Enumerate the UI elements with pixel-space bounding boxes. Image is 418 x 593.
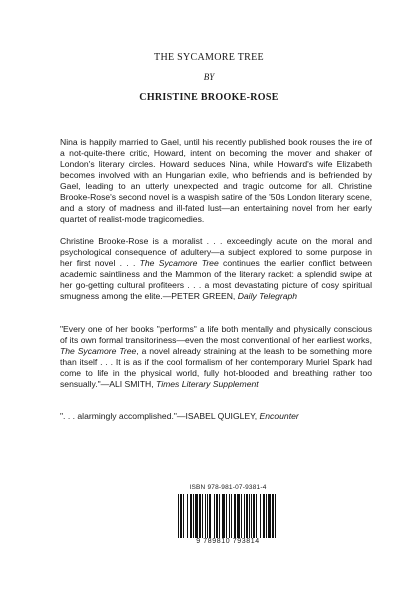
barcode-bar xyxy=(268,494,271,538)
barcode-bar xyxy=(178,494,179,538)
barcode-bar xyxy=(222,494,225,538)
barcode-bar xyxy=(234,494,236,538)
quote-source: Daily Telegraph xyxy=(237,291,298,301)
barcode-bar xyxy=(183,494,184,538)
barcode-digits: 9 789810 793814 xyxy=(196,538,260,545)
barcode-bar xyxy=(263,494,265,538)
barcode-bar xyxy=(199,494,201,538)
barcode-bar xyxy=(195,494,198,538)
barcode-bar xyxy=(193,494,194,538)
barcode-bar xyxy=(229,494,230,538)
barcode-bar xyxy=(260,494,261,538)
quote-text: Christine Brooke-Rose is a moralist . . . exceedingly acute on the moral and psychological consequence of adultery—a subject explored to some purpose in her first novel . . . xyxy=(60,236,372,268)
review-quote-quigley xyxy=(60,411,372,422)
review-quote-smith xyxy=(60,324,372,390)
barcode-icon xyxy=(178,494,278,538)
synopsis-paragraph: Nina is happily married to Gael, until his recently published book rouses the ire of a not-quite-there critic, Howard, intent on becoming the mover and shaker of London's literary circles. Howard seduces Nina, while Howard's wife Elizabeth becomes involved with an Hungarian exile, who befriends and is befriended by Gael, leading to an utterly unexpected and tragic outcome for all. Christine Brooke-Rose's second novel is a waspish satire of the '50s London literary scene, and a story of madness and ill-fated lust—an entertaining novel from her early quartet of realist-mode tragicomedies. xyxy=(60,137,372,224)
quote-book-title: The Sycamore Tree xyxy=(60,346,137,356)
isbn-label: ISBN 978-981-07-9381-4 xyxy=(189,484,267,491)
quote-text: "Every one of her books "performs" a life both mentally and physically conscious of its own formal transitoriness—even the most conventional of her earliest works, xyxy=(60,324,372,345)
quote-source: Encounter xyxy=(259,411,299,421)
barcode-bar xyxy=(249,494,250,538)
barcode-bar xyxy=(209,494,211,538)
barcode-bar xyxy=(180,494,182,538)
barcode-bar xyxy=(190,494,192,538)
barcode-bar xyxy=(251,494,252,538)
barcode-bar xyxy=(202,494,203,538)
barcode-bar xyxy=(244,494,245,538)
barcode-bar xyxy=(205,494,206,538)
barcode-bar xyxy=(256,494,257,538)
barcode-bar xyxy=(272,494,274,538)
barcode-bar xyxy=(207,494,208,538)
quote-text: ". . . alarmingly accomplished."—ISABEL QUIGLEY, xyxy=(60,411,260,421)
isbn-barcode xyxy=(172,484,284,548)
barcode-bar xyxy=(219,494,220,538)
barcode-bar xyxy=(187,494,188,538)
quote-text: continues the earlier conflict between academic saintliness and the Mammon of the literary racket: a splendid swipe at her go-getting cultural profiteers . . . a most devastating picture of cosy spiritual smugness among the elite.—PETER GREEN, xyxy=(60,258,372,301)
barcode-bar xyxy=(214,494,215,538)
barcode-bar xyxy=(226,494,227,538)
review-quote-green xyxy=(60,236,372,302)
barcode-bar xyxy=(237,494,240,538)
barcode-bar xyxy=(266,494,267,538)
barcode-bar xyxy=(246,494,248,538)
quote-text: , a novel already straining at the leash to be something more than itself . . . It is as if the cool formalism of her contemporary Muriel Spark had come to life in the physical world, fully hot-blooded and breathing rather too sensually."—ALI SMITH, xyxy=(60,346,372,389)
barcode-bar xyxy=(253,494,255,538)
quote-book-title: The Sycamore Tree xyxy=(139,258,219,268)
barcode-bar xyxy=(231,494,232,538)
barcode-bar xyxy=(216,494,218,538)
barcode-bar xyxy=(241,494,242,538)
author-name: CHRISTINE BROOKE-ROSE xyxy=(139,92,279,103)
by-line: BY xyxy=(203,72,215,82)
book-title: THE SYCAMORE TREE xyxy=(154,52,264,63)
barcode-bar xyxy=(275,494,276,538)
quote-source: Times Literary Supplement xyxy=(156,379,259,389)
